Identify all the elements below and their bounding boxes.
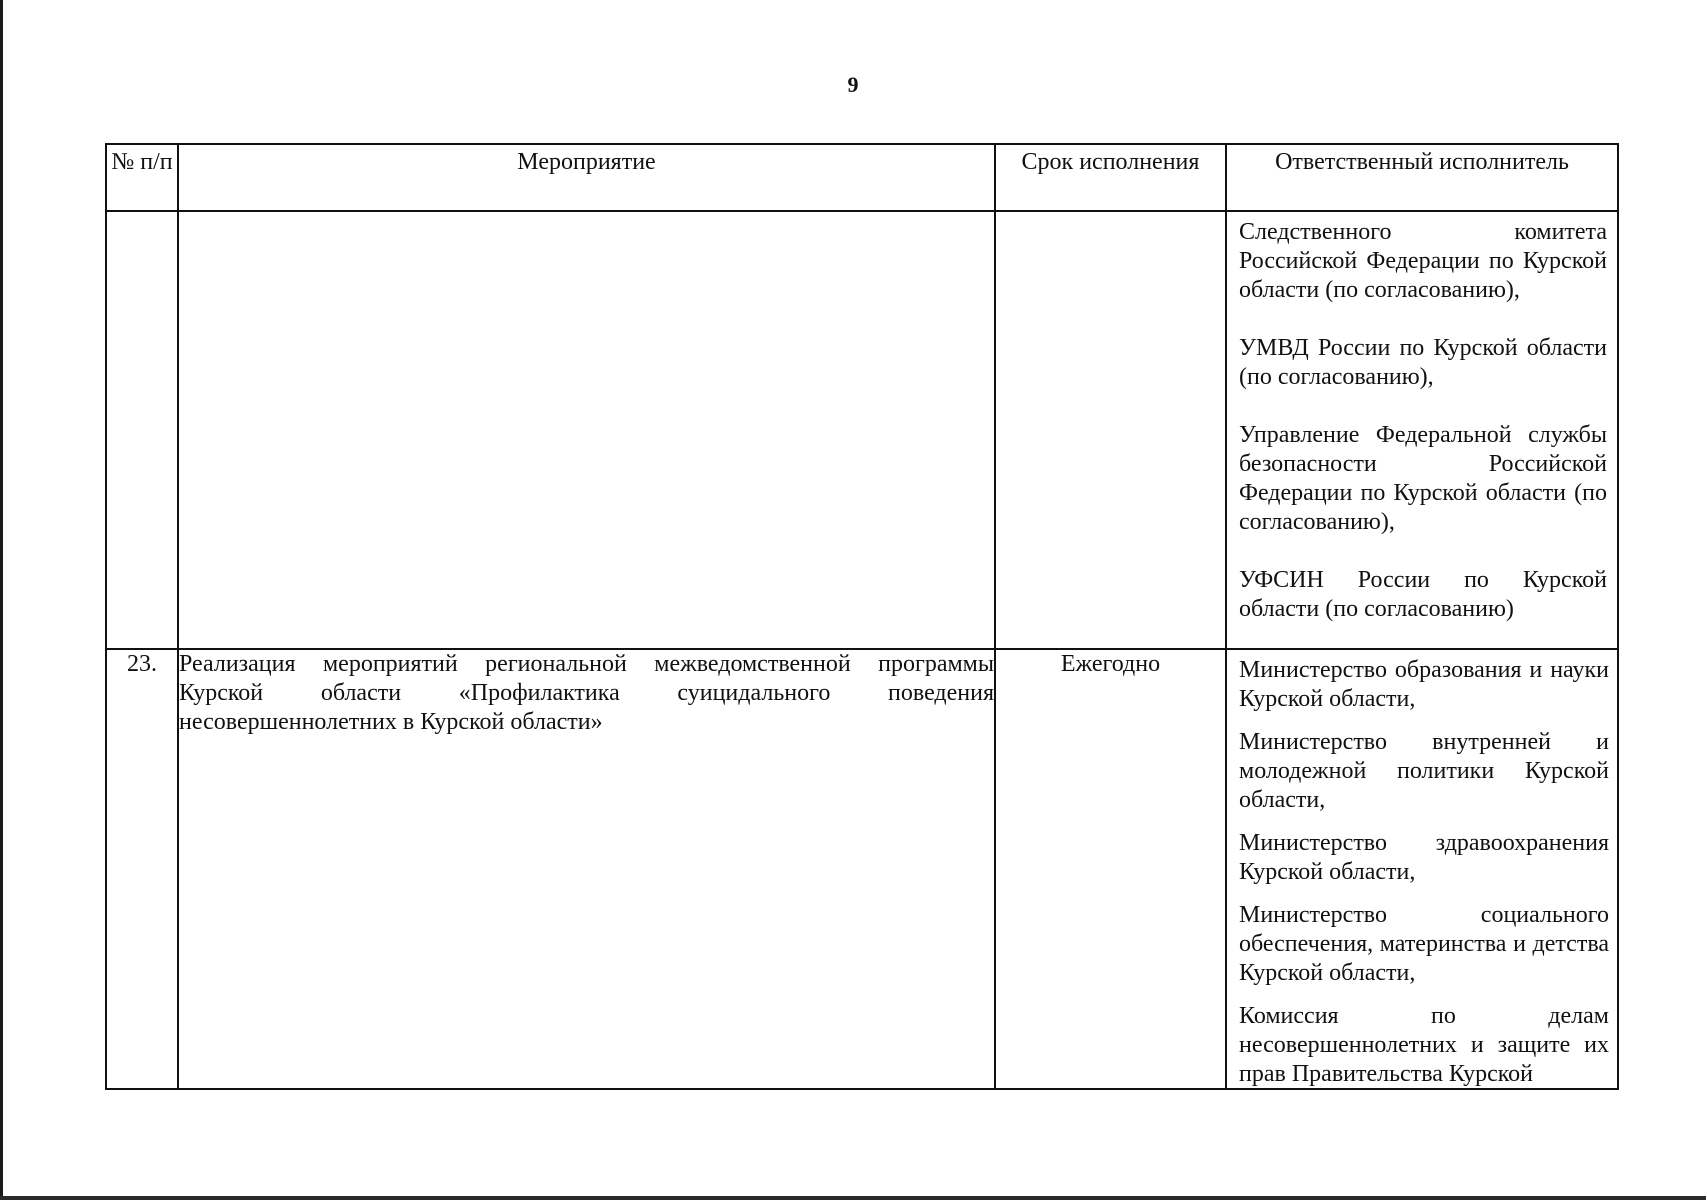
page-number: 9 [847,72,859,97]
responsible-item: Министерство образования и науки Курской области, [1239,657,1609,712]
table-header-row [106,144,1618,211]
responsible-item: Министерство здравоохранения Курской области, [1239,830,1609,885]
table-row-23 [106,649,1618,1089]
measures-table [105,143,1619,1090]
cell-responsible-23 [1226,649,1618,1089]
responsible-item: УМВД России по Курской области (по согласованию), [1239,335,1607,390]
responsible-item: Министерство внутренней и молодежной политики Курской области, [1239,729,1609,813]
responsible-item: Комиссия по делам несовершеннолетних и защите их прав Правительства Курской [1239,1003,1609,1087]
scan-edge-bottom [0,1196,1706,1200]
scan-edge-left [0,0,3,1200]
table-row-continuation [106,211,1618,649]
cell-term-continuation [995,211,1226,649]
cell-responsible-continuation [1226,211,1618,649]
responsible-item: Управление Федеральной службы безопасности Российской Федерации по Курской области (по согласованию), [1239,422,1607,535]
cell-number-continuation [106,211,178,649]
responsible-item: Министерство социального обеспечения, материнства и детства Курской области, [1239,902,1609,986]
cell-number-23: 23. [106,649,178,1089]
cell-event-23: Реализация мероприятий региональной межведомственной программы Курской области «Профилактика суицидального поведения несовершеннолетних в Курской области» [178,649,995,1089]
responsible-item: УФСИН России по Курской области (по согласованию) [1239,567,1607,622]
header-event: Мероприятие [178,144,995,211]
cell-term-23: Ежегодно [995,649,1226,1089]
responsible-item: Следственного комитета Российской Федерации по Курской области (по согласованию), [1239,219,1607,303]
header-number: № п/п [106,144,178,211]
header-responsible: Ответственный исполнитель [1226,144,1618,211]
cell-event-continuation [178,211,995,649]
header-term: Срок исполнения [995,144,1226,211]
